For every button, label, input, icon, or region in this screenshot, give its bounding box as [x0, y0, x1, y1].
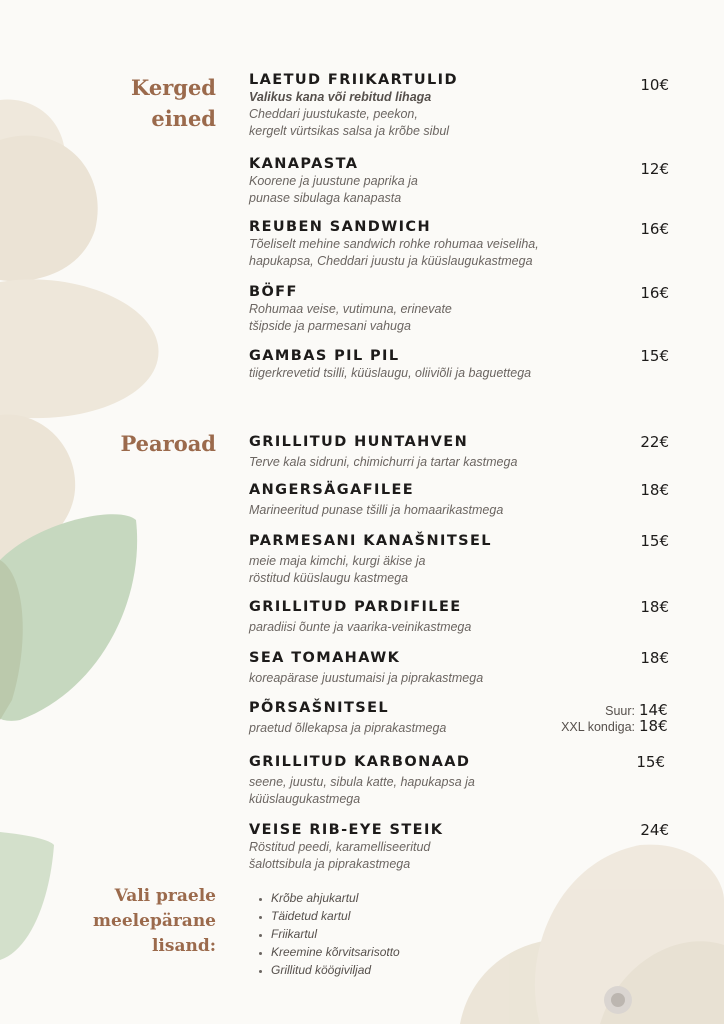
item-description: tiigerkrevetid tsilli, küüslaugu, oliiviõli ja baguettega — [249, 366, 532, 380]
item-name: GAMBAS PIL PIL — [249, 348, 400, 364]
item-price: 15€ — [640, 532, 669, 550]
price-option-label: XXL kondiga: — [561, 720, 635, 734]
menu-item — [249, 347, 669, 382]
item-name: SEA TOMAHAWK — [249, 650, 401, 666]
list-item: • Kreemine kõrvitsarisotto — [271, 943, 400, 961]
item-name: REUBEN SANDWICH — [249, 219, 431, 235]
list-item: • Krõbe ahjukartul — [271, 889, 400, 907]
section-title-kerged-eined: Kerged eined — [131, 75, 216, 131]
item-price: 10€ — [640, 76, 669, 94]
item-description: Terve kala sidruni, chimichurri ja tartar kastmega — [249, 455, 518, 469]
item-price: 16€ — [640, 220, 669, 238]
item-name: VEISE RIB-EYE STEIK — [249, 822, 444, 838]
menu-item — [249, 218, 669, 270]
item-description: koreapärase juustumaisi ja piprakastmega — [249, 671, 484, 685]
item-name: PÕRSAŠNITSEL — [249, 700, 390, 716]
item-name: GRILLITUD PARDIFILEE — [249, 599, 462, 615]
menu-item — [249, 155, 669, 207]
menu-item — [249, 821, 669, 873]
item-price: 18€ — [640, 481, 669, 499]
item-description: Cheddari juustukaste, peekon, kergelt vürtsikas salsa ja krõbe sibul — [249, 107, 450, 138]
item-description: meie maja kimchi, kurgi äkise ja röstitud küüslaugu kastmega — [249, 554, 426, 585]
section-title-pearoad: Pearoad — [120, 431, 216, 456]
menu-item — [249, 598, 669, 636]
item-name: LAETUD FRIIKARTULID — [249, 72, 458, 88]
item-name: BÖFF — [249, 284, 298, 300]
list-item: • Grillitud köögiviljad — [271, 961, 400, 979]
item-price-options — [561, 701, 669, 733]
list-item: • Friikartul — [271, 925, 400, 943]
item-description: Tõeliselt mehine sandwich rohke rohumaa veiseliha, hapukapsa, Cheddari juustu ja küüslaugukastmega — [249, 237, 539, 268]
sides-list — [255, 889, 400, 979]
item-price: 12€ — [640, 160, 669, 178]
item-description: Marineeritud punase tšilli ja homaarikastmega — [249, 503, 504, 517]
menu-item — [249, 71, 669, 140]
price-option-value: 18€ — [639, 717, 668, 735]
item-price: 18€ — [640, 598, 669, 616]
item-price: 24€ — [640, 821, 669, 839]
menu-item — [249, 699, 669, 737]
item-description: praetud õllekapsa ja piprakastmega — [249, 721, 447, 735]
price-option — [561, 717, 669, 733]
menu-item — [249, 753, 669, 808]
item-name: GRILLITUD HUNTAHVEN — [249, 434, 469, 450]
item-price: 15€ — [636, 753, 665, 771]
menu-item — [249, 283, 669, 335]
menu-item — [249, 481, 669, 519]
menu-item — [249, 532, 669, 587]
item-price: 22€ — [640, 433, 669, 451]
item-name: GRILLITUD KARBONAAD — [249, 754, 471, 770]
item-description: Rohumaa veise, vutimuna, erinevate tšipside ja parmesani vahuga — [249, 302, 452, 333]
item-price: 16€ — [640, 284, 669, 302]
menu-item — [249, 649, 669, 687]
item-price: 18€ — [640, 649, 669, 667]
item-name: PARMESANI KANAŠNITSEL — [249, 533, 492, 549]
item-description: Koorene ja juustune paprika ja punase sibulaga kanapasta — [249, 174, 418, 205]
price-option — [561, 701, 669, 717]
item-note: Valikus kana või rebitud lihaga — [249, 90, 432, 104]
menu-item — [249, 433, 669, 471]
item-name: KANAPASTA — [249, 156, 359, 172]
price-option-label: Suur: — [605, 704, 635, 718]
item-name: ANGERSÄGAFILEE — [249, 482, 415, 498]
item-description: paradiisi õunte ja vaarika-veinikastmega — [249, 620, 472, 634]
section-title-sides: Vali praele meelepärane lisand: — [93, 886, 216, 956]
list-item: • Täidetud kartul — [271, 907, 400, 925]
item-price: 15€ — [640, 347, 669, 365]
item-description: seene, juustu, sibula katte, hapukapsa ja küüslaugukastmega — [249, 775, 475, 806]
item-description: Röstitud peedi, karamelliseeritud šalottsibula ja piprakastmega — [249, 840, 431, 871]
price-option-value: 14€ — [639, 701, 668, 719]
